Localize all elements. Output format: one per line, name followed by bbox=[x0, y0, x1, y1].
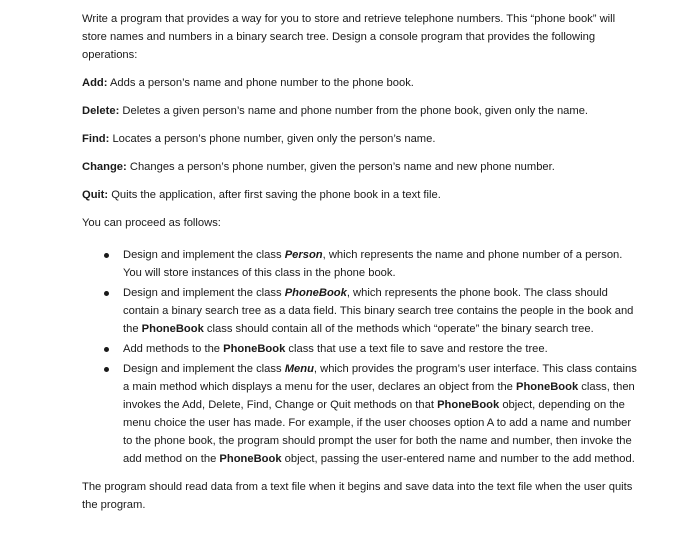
bullet-text: Add methods to the bbox=[123, 343, 224, 355]
bullet-text: class, then invokes the Add, Delete, Find, Change or Quit methods on that bbox=[123, 381, 635, 411]
bullet-text: class should contain all of the methods which “operate” the binary search tree. bbox=[203, 323, 594, 335]
operation-quit bbox=[82, 186, 642, 204]
class-name: PhoneBook bbox=[437, 399, 500, 411]
operation-label: Find: bbox=[82, 133, 110, 145]
bullet-text: object, depending on the menu choice the user has made. For example, if the user chooses option A to add a name and number to the phone book, the program should prompt the user for both the name and number, then invoke the add method on the bbox=[123, 399, 632, 465]
operation-text: Deletes a given person’s name and phone number from the phone book, given only the name. bbox=[119, 105, 589, 117]
bullet-icon bbox=[104, 253, 109, 258]
class-name: PhoneBook bbox=[284, 287, 347, 299]
class-name: Menu bbox=[284, 363, 314, 375]
proceed-paragraph: You can proceed as follows: bbox=[82, 217, 221, 229]
bullet-text: Design and implement the class bbox=[123, 363, 285, 375]
operation-label: Delete: bbox=[82, 105, 120, 117]
bullet-text: Design and implement the class bbox=[123, 249, 285, 261]
closing-paragraph: The program should read data from a text file when it begins and save data into the text file when the user quits the program. bbox=[82, 481, 633, 511]
list-item bbox=[82, 340, 642, 358]
bullet-icon bbox=[104, 367, 109, 372]
intro-paragraph: Write a program that provides a way for you to store and retrieve telephone numbers. This “phone book” will store names and numbers in a binary search tree. Design a console program that provides the following operations: bbox=[82, 13, 616, 61]
bullet-icon bbox=[104, 291, 109, 296]
operation-add bbox=[82, 74, 642, 92]
operation-text: Adds a person’s name and phone number to the phone book. bbox=[107, 77, 414, 89]
operation-label: Quit: bbox=[82, 189, 109, 201]
operation-label: Change: bbox=[82, 161, 127, 173]
bullet-text: class that use a text file to save and restore the tree. bbox=[285, 343, 548, 355]
list-item bbox=[82, 360, 642, 468]
class-name: PhoneBook bbox=[219, 453, 282, 465]
operation-label: Add: bbox=[82, 77, 108, 89]
class-name: PhoneBook bbox=[223, 343, 286, 355]
bullet-icon bbox=[104, 347, 109, 352]
bullet-text: object, passing the user-entered name and number to the add method. bbox=[281, 453, 635, 465]
list-item bbox=[82, 246, 642, 282]
operation-text: Locates a person’s phone number, given only the person’s name. bbox=[109, 133, 436, 145]
document-body bbox=[82, 10, 642, 524]
class-name: PhoneBook bbox=[516, 381, 579, 393]
operation-change bbox=[82, 158, 642, 176]
class-name: Person bbox=[284, 249, 323, 261]
operation-find bbox=[82, 130, 642, 148]
operation-delete bbox=[82, 102, 642, 120]
list-item bbox=[82, 284, 642, 338]
steps-list bbox=[82, 246, 642, 468]
operation-text: Changes a person’s phone number, given the person’s name and new phone number. bbox=[126, 161, 555, 173]
operation-text: Quits the application, after first saving the phone book in a text file. bbox=[108, 189, 441, 201]
class-name: PhoneBook bbox=[141, 323, 204, 335]
bullet-text: , which provides the program’s user interface. This class contains a main method which displays a menu for the user, declares an object from the bbox=[123, 363, 637, 393]
bullet-text: , which represents the name and phone number of a person. You will store instances of this class in the phone book. bbox=[123, 249, 623, 279]
bullet-text: , which represents the phone book. The class should contain a binary search tree as a data field. This binary search tree contains the people in the book and the bbox=[123, 287, 634, 335]
bullet-text: Design and implement the class bbox=[123, 287, 285, 299]
